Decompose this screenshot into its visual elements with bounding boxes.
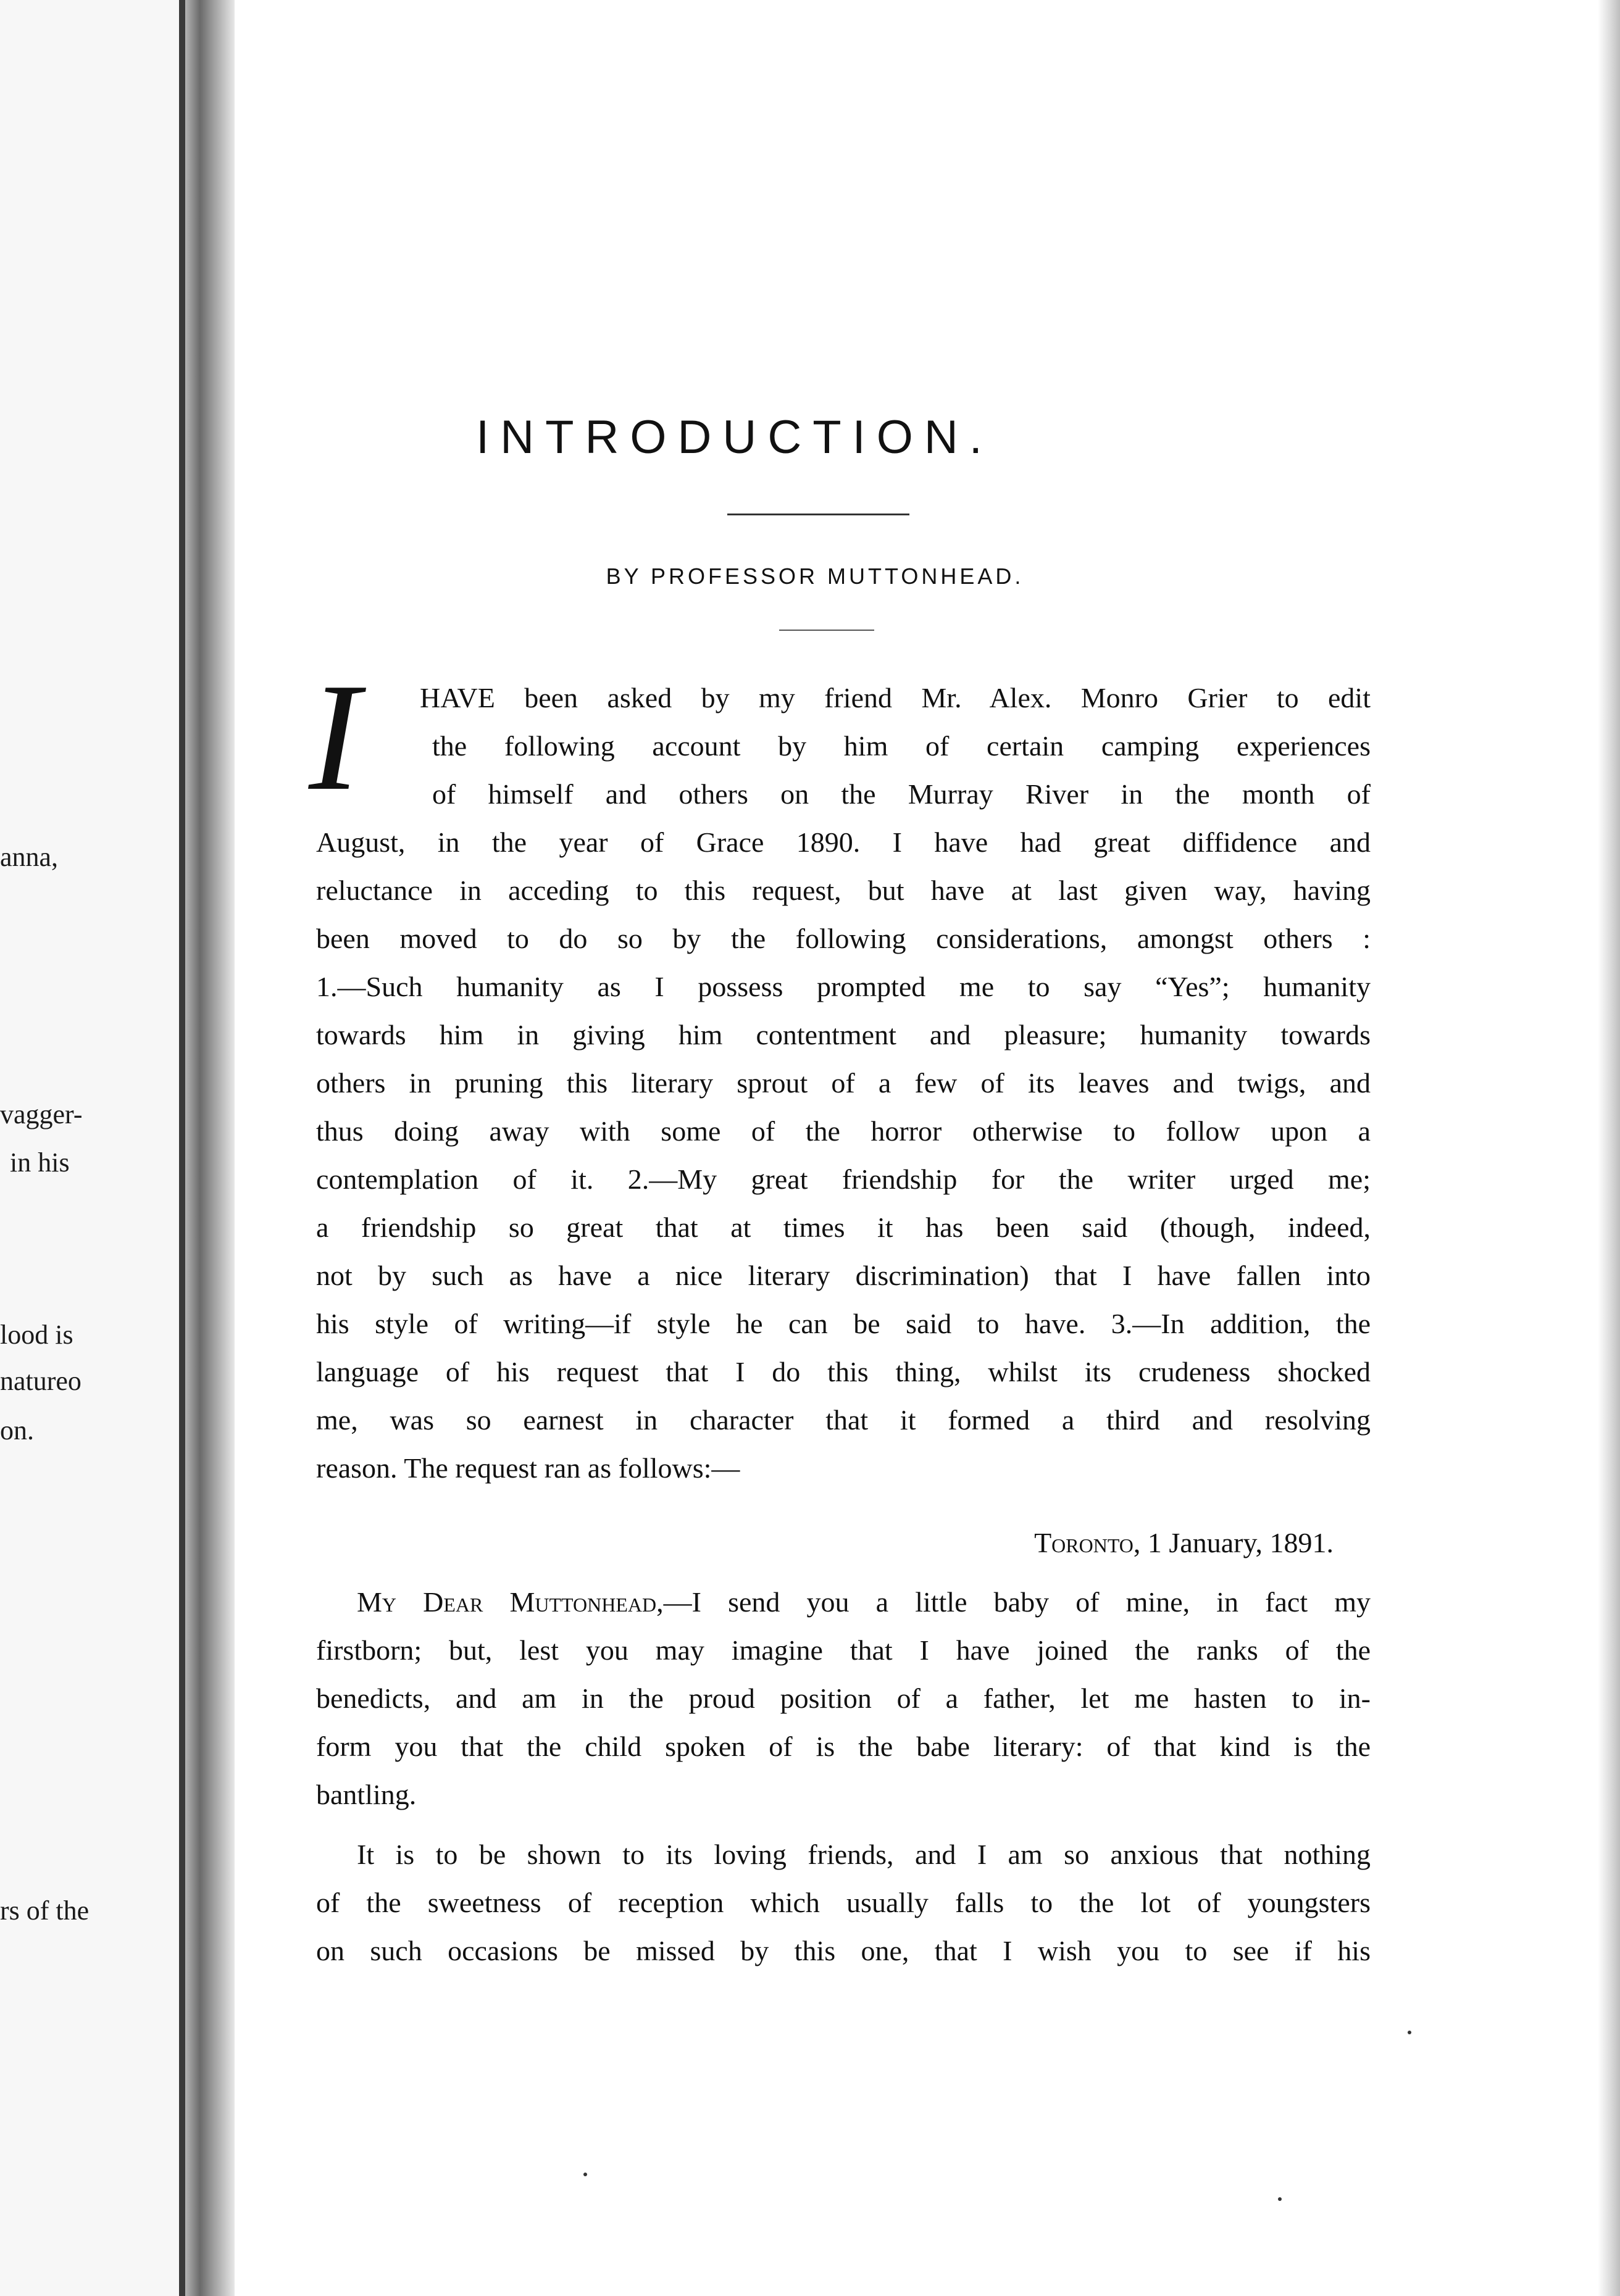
drop-cap: I <box>309 652 361 823</box>
body-line: been moved to do so by the following considerations, amongst others : <box>316 923 1371 954</box>
body-line: reluctance in acceding to this request, but have at last given way, having <box>316 875 1371 906</box>
print-speck <box>583 2173 587 2176</box>
facing-page-fragment: in his <box>10 1147 70 1178</box>
body-line: towards him in giving him contentment and pleasure; humanity towards <box>316 1019 1371 1050</box>
letter-date: 1 January, 1891. <box>1147 1527 1334 1558</box>
body-line: a friendship so great that at times it has been said (though, indeed, <box>316 1212 1371 1243</box>
body-line: of himself and others on the Murray River in the month of <box>432 778 1371 810</box>
letter-salutation: My Dear Muttonhead, <box>357 1586 664 1618</box>
letter-line: benedicts, and am in the proud position of a father, let me hasten to in- <box>316 1682 1371 1714</box>
letter-dateline <box>864 1526 1334 1560</box>
body-line: thus doing away with some of the horror otherwise to follow upon a <box>316 1115 1371 1147</box>
body-line: reason. The request ran as follows:— <box>316 1452 740 1484</box>
body-line: me, was so earnest in character that it formed a third and resolving <box>316 1404 1371 1436</box>
facing-page-fragment: vagger- <box>0 1099 83 1129</box>
body-line: contemplation of it. 2.—My great friendship for the writer urged me; <box>316 1163 1371 1195</box>
facing-page-fragment: on. <box>0 1415 34 1445</box>
letter-line: on such occasions be missed by this one, that I wish you to see if his <box>316 1935 1371 1966</box>
letter-text: —I send you a little baby of mine, in fact my <box>663 1586 1371 1618</box>
title-rule <box>727 514 909 515</box>
body-line: August, in the year of Grace 1890. I have had great diffidence and <box>316 826 1371 858</box>
body-line: HAVE been asked by my friend Mr. Alex. Monro Grier to edit <box>420 682 1371 713</box>
facing-page-fragment: natureo <box>0 1366 81 1396</box>
page-edge <box>1598 0 1620 2296</box>
print-speck <box>1278 2197 1282 2201</box>
book-gutter <box>185 0 235 2296</box>
body-line: the following account by him of certain camping experiences <box>432 730 1371 762</box>
letter-line: of the sweetness of reception which usually falls to the lot of youngsters <box>316 1887 1371 1918</box>
body-line: his style of writing—if style he can be said to have. 3.—In addition, the <box>316 1308 1371 1339</box>
letter-line: firstborn; but, lest you may imagine that I have joined the ranks of the <box>316 1634 1371 1666</box>
facing-page-fragment: anna, <box>0 842 59 872</box>
body-line: language of his request that I do this thing, whilst its crudeness shocked <box>316 1356 1371 1387</box>
byline-rule <box>779 630 874 631</box>
body-line: others in pruning this literary sprout of a few of its leaves and twigs, and <box>316 1067 1371 1099</box>
byline: BY PROFESSOR MUTTONHEAD. <box>606 564 1024 589</box>
letter-place: Toronto, <box>1034 1527 1141 1558</box>
letter-line <box>357 1585 1371 1620</box>
facing-page-fragment: lood is <box>0 1320 73 1350</box>
body-line: 1.—Such humanity as I possess prompted me to say “Yes”; humanity <box>316 971 1371 1002</box>
facing-page <box>0 0 191 2296</box>
facing-page-fragment: rs of the <box>0 1895 90 1926</box>
body-line: not by such as have a nice literary discrimination) that I have fallen into <box>316 1260 1371 1291</box>
print-speck <box>1408 2031 1411 2034</box>
letter-line: bantling. <box>316 1779 417 1810</box>
page-title: INTRODUCTION. <box>476 411 993 464</box>
letter-line: form you that the child spoken of is the babe literary: of that kind is the <box>316 1731 1371 1762</box>
letter-line: It is to be shown to its loving friends, and I am so anxious that nothing <box>357 1839 1371 1870</box>
